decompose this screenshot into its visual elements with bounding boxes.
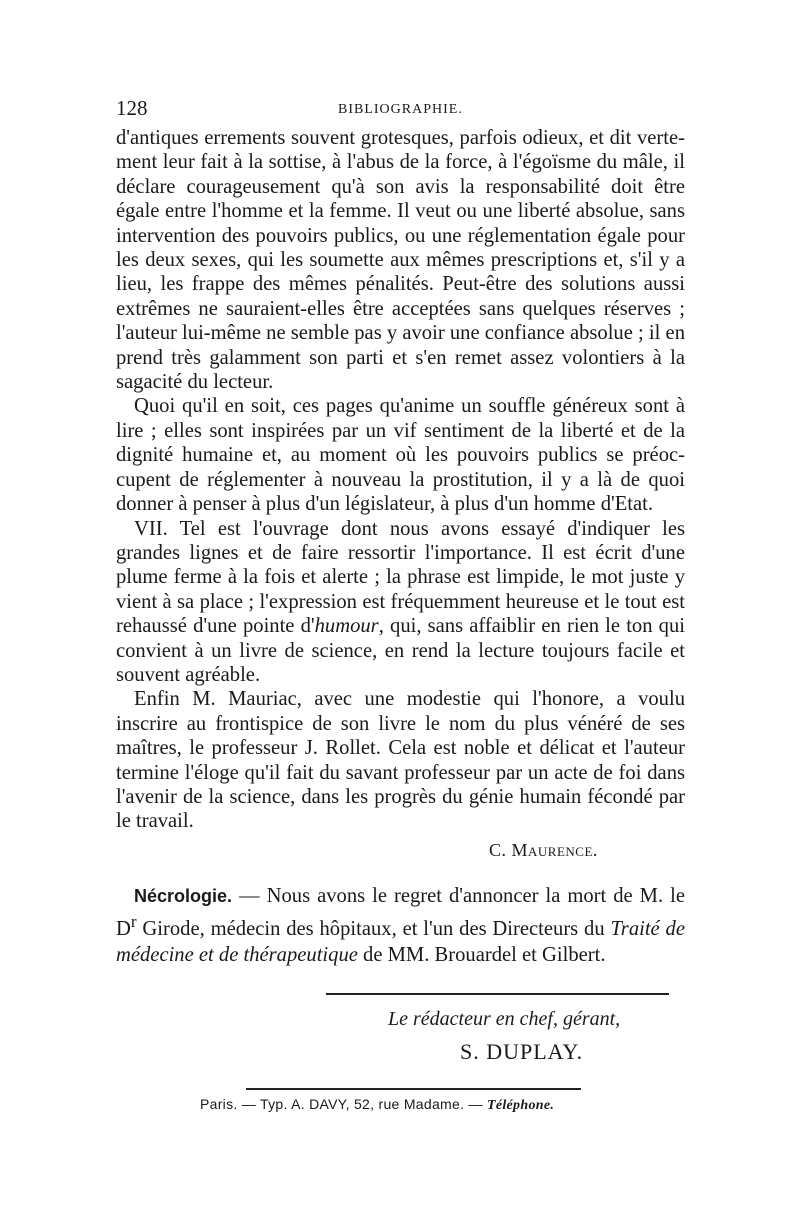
editor-role: Le rédacteur en chef, gérant, <box>388 1008 621 1030</box>
section-vii-text-before: Tel est l'ouvrage dont nous avons essayé d'indiquer les grandes lignes et de faire ressortir l'importance. Il est écrit d'une plume ferme à la fois et alerte ; la phrase est limpide, le mot juste y vient à sa place ; l'expression est fréquemment heureuse et le tout est rehaussé d'une pointe d' <box>116 517 685 638</box>
paragraph-section-vii <box>116 517 685 688</box>
italic-humour: humour <box>314 615 379 638</box>
necrologie-notice <box>116 883 685 968</box>
imprint-rule <box>246 1088 581 1090</box>
running-head: BIBLIOGRAPHIE. <box>338 102 463 117</box>
paragraph-quoi-qu-il: Quoi qu'il en soit, ces pages qu'anime un souffle généreux sont à lire ; elles sont inspirées par un vif sentiment de la liberté et de la dignité humaine et, au moment où les pouvoirs publics se préoccupent de réglementer à nouveau la prostitution, il y a là de quoi donner à penser à plus d'un législateur, à plus d'un homme d'Etat. <box>116 395 685 516</box>
necrologie-text-1: — Nous avons le regret d'annoncer la mort de M. le D <box>116 885 685 940</box>
paragraph-continuation: d'antiques errements souvent grotesques, parfois odieux, et dit vertement leur fait à la sottise, à l'abus de la force, à l'égoïsme du mâle, il déclare courageusement qu'à son avis la responsabilité doit être égale entre l'homme et la femme. Il veut ou une liberté absolue, sans intervention des pouvoirs publics, ou une réglementation égale pour les deux sexes, qui les soumette aux mêmes prescriptions et, s'il y a lieu, les frappe des mêmes pénalités. Peut-être des solutions aussi extrêmes ne sauraient-elles être acceptées sans quelques réserves ; l'auteur lui-même ne semble pas y avoir une confiance absolue ; il en prend très galamment son parti et s'en remet assez volontiers à la sagacité du lecteur. <box>116 127 685 394</box>
doctor-superscript: r <box>130 912 137 931</box>
section-numeral: VII. <box>134 517 168 540</box>
review-body <box>116 126 685 834</box>
treatise-title: Traité de médecine et de thérapeutique <box>116 917 685 966</box>
necrologie-heading: Nécrologie. <box>134 886 233 906</box>
printer-imprint <box>200 1096 554 1114</box>
divider-rule <box>326 993 669 995</box>
page-number: 128 <box>116 96 148 120</box>
paragraph-enfin: Enfin M. Mauriac, avec une modestie qui l'honore, a voulu inscrire au frontispice de son livre le nom du plus vénéré de ses maîtres, le professeur J. Rollet. Cela est noble et délicat et l'auteur termine l'éloge qu'il fait du savant professeur par un acte de foi dans l'avenir de la science, dans les progrès du génie humain fécondé par le travail. <box>116 688 685 833</box>
page-header <box>116 96 686 124</box>
necrologie-text-2: Girode, médecin des hôpitaux, et l'un des Directeurs du <box>136 917 611 940</box>
imprint-phone: Téléphone. <box>486 1098 555 1113</box>
section-vii-text-after: , qui, sans affaiblir en rien le ton qui convient à un livre de science, en rend la lecture toujours facile et souvent agréable. <box>116 615 685 686</box>
necrologie-text-3: de MM. Brouardel et Gilbert. <box>357 943 606 966</box>
imprint-text: Paris. — Typ. A. DAVY, 52, rue Madame. — <box>200 1096 487 1112</box>
editor-name: S. DUPLAY. <box>460 1039 584 1064</box>
review-signature: C. Maurence. <box>489 840 598 860</box>
